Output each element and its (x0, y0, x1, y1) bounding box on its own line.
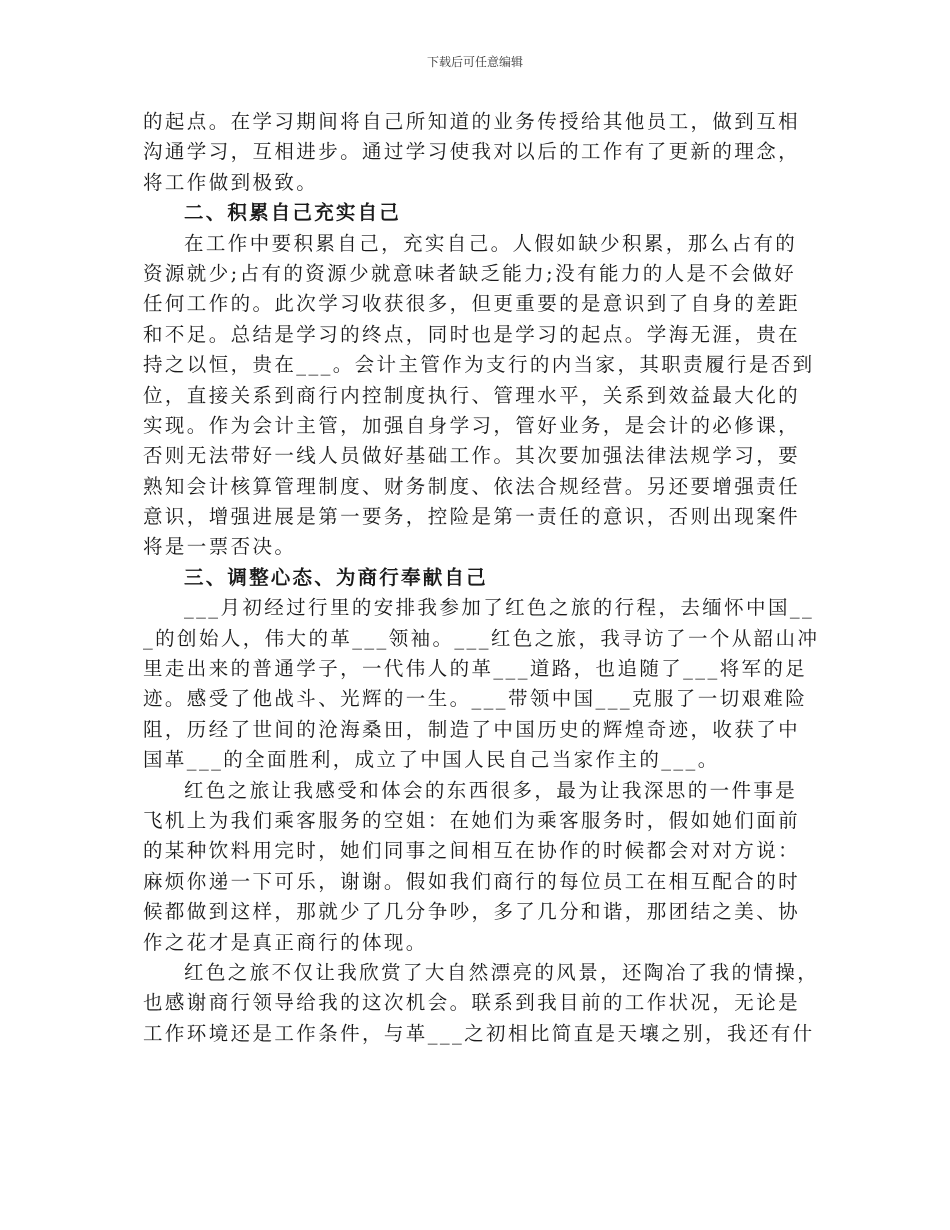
text-line: 位，直接关系到商行内控制度执行、管理水平，关系到效益最大化的 (143, 383, 801, 407)
page-header: 下载后可任意编辑 (426, 55, 523, 69)
text-line: _的创始人，伟大的革___领袖。___红色之旅，我寻访了一个从韶山冲 (143, 626, 820, 650)
text-line: 实现。作为会计主管，加强自身学习，管好业务，是会计的必修课， (143, 413, 801, 437)
text-line: 持之以恒，贵在___。会计主管作为支行的内当家，其职责履行是否到 (143, 353, 815, 377)
text-line: 国革___的全面胜利，成立了中国人民自己当家作主的___。 (143, 748, 720, 772)
document-body (143, 107, 820, 1049)
text-line: 在工作中要积累自己，充实自己。人假如缺少积累，那么占有的 (184, 231, 798, 255)
section-heading: 三、调整心态、为商行奉献自己 (184, 565, 488, 589)
text-line: 飞机上为我们乘客服务的空姐：在她们为乘客服务时，假如她们面前 (143, 808, 801, 832)
text-line: 的某种饮料用完时，她们同事之间相互在协作的时候都会对对方说： (143, 839, 801, 863)
text-line: 沟通学习，互相进步。通过学习使我对以后的工作有了更新的理念， (143, 140, 801, 164)
text-line: ___月初经过行里的安排我参加了红色之旅的行程，去缅怀中国__ (184, 596, 815, 620)
section-heading: 二、积累自己充实自己 (184, 201, 402, 225)
text-line: 的起点。在学习期间将自己所知道的业务传授给其他员工，做到互相 (143, 110, 801, 133)
text-line: 迹。感受了他战斗、光辉的一生。___带领中国___克服了一切艰难险 (143, 687, 808, 711)
text-line: 候都做到这样，那就少了几分争吵，多了几分和谐，那团结之美、协 (143, 900, 801, 924)
text-line: 将工作做到极致。 (143, 170, 319, 194)
text-line: 意识，增强进展是第一要务，控险是第一责任的意识，否则出现案件 (143, 505, 801, 529)
text-line: 作之花才是真正商行的体现。 (143, 930, 428, 954)
text-line: 红色之旅不仅让我欣赏了大自然漂亮的风景，还陶冶了我的情操， (184, 960, 820, 984)
text-line: 工作环境还是工作条件，与革___之初相比简直是天壤之别，我还有什 (143, 1021, 815, 1045)
text-line: 和不足。总结是学习的终点，同时也是学习的起点。学海无涯，贵在 (143, 322, 801, 346)
text-line: 阻，历经了世间的沧海桑田，制造了中国历史的辉煌奇迹，收获了中 (143, 717, 801, 741)
text-line: 麻烦你递一下可乐，谢谢。假如我们商行的每位员工在相互配合的时 (143, 869, 801, 893)
text-line: 否则无法带好一线人员做好基础工作。其次要加强法律法规学习，要 (143, 444, 801, 468)
text-line: 将是一票否决。 (143, 535, 297, 559)
text-line: 任何工作的。此次学习收获很多，但更重要的是意识到了自身的差距 (143, 292, 801, 316)
text-line: 资源就少;占有的资源少就意味者缺乏能力;没有能力的人是不会做好 (143, 261, 797, 285)
text-line: 也感谢商行领导给我的这次机会。联系到我目前的工作状况，无论是 (143, 991, 801, 1015)
text-line: 红色之旅让我感受和体会的东西很多，最为让我深思的一件事是 (184, 778, 798, 802)
text-line: 熟知会计核算管理制度、财务制度、依法合规经营。另还要增强责任 (143, 474, 801, 498)
text-line: 里走出来的普通学子，一代伟人的革___道路，也追随了___将军的足 (143, 657, 808, 681)
